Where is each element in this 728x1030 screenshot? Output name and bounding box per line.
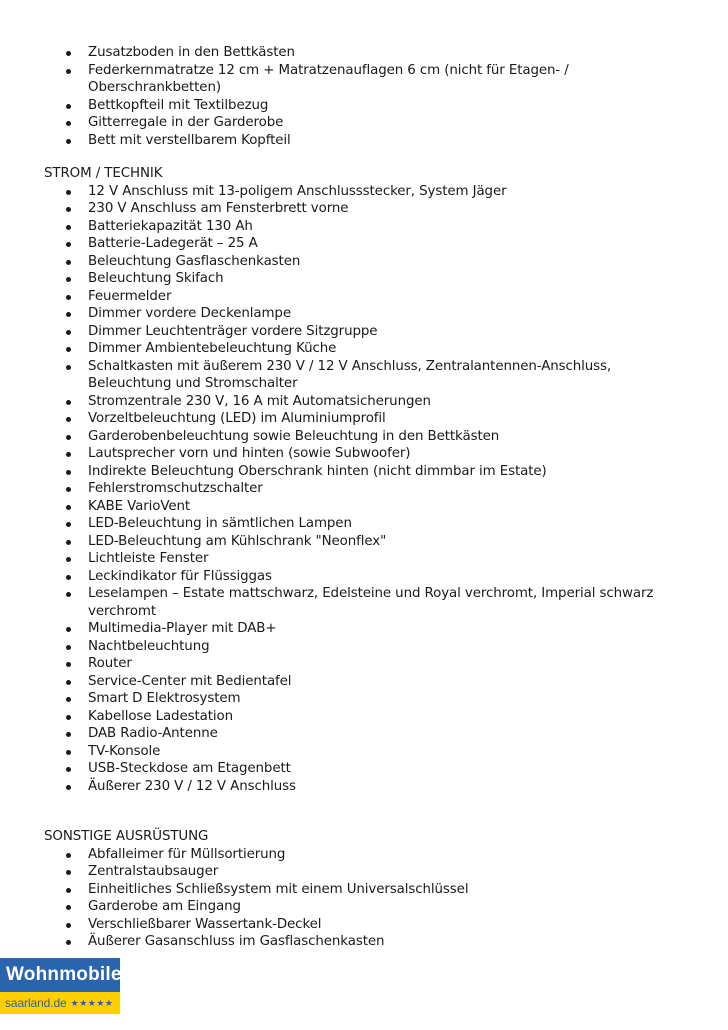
list-item: Schaltkasten mit äußerem 230 V / 12 V Anschluss, Zentralantennen-Anschluss, Beleuchtung und Stromschalter <box>44 358 684 393</box>
list-item: Fehlerstromschutzschalter <box>44 480 684 498</box>
list-item: Beleuchtung Gasflaschenkasten <box>44 253 684 271</box>
list-item: Äußerer Gasanschluss im Gasflaschenkasten <box>44 933 684 951</box>
section-heading-strom: STROM / TECHNIK <box>44 166 163 181</box>
star-rating-icon: ★★★★★ <box>70 998 114 1008</box>
list-sonstige <box>44 846 684 951</box>
document-body <box>44 44 684 951</box>
spacer <box>44 795 684 828</box>
list-item: Einheitliches Schließsystem mit einem Universalschlüssel <box>44 881 684 899</box>
list-item: Abfalleimer für Müllsortierung <box>44 846 684 864</box>
list-item: LED-Beleuchtung in sämtlichen Lampen <box>44 515 684 533</box>
list-item: Garderobenbeleuchtung sowie Beleuchtung in den Bettkästen <box>44 428 684 446</box>
list-item: TV-Konsole <box>44 743 684 761</box>
list-item: Kabellose Ladestation <box>44 708 684 726</box>
list-item: Stromzentrale 230 V, 16 A mit Automatsicherungen <box>44 393 684 411</box>
list-item: Dimmer vordere Deckenlampe <box>44 305 684 323</box>
logo-domain: saarland.de <box>5 996 67 1010</box>
list-item: 12 V Anschluss mit 13-poligem Anschlussstecker, System Jäger <box>44 183 684 201</box>
list-item: Dimmer Leuchtenträger vordere Sitzgruppe <box>44 323 684 341</box>
list-item: Lautsprecher vorn und hinten (sowie Subwoofer) <box>44 445 684 463</box>
section-heading-sonstige: SONSTIGE AUSRÜSTUNG <box>44 829 209 844</box>
list-item: Lichtleiste Fenster <box>44 550 684 568</box>
list-strom <box>44 183 684 796</box>
logo-title: Wohnmobile <box>0 958 120 992</box>
list-item: Multimedia-Player mit DAB+ <box>44 620 684 638</box>
list-item: Batterie-Ladegerät – 25 A <box>44 235 684 253</box>
list-top <box>44 44 684 149</box>
list-item: Dimmer Ambientebeleuchtung Küche <box>44 340 684 358</box>
list-item: 230 V Anschluss am Fensterbrett vorne <box>44 200 684 218</box>
list-item: LED-Beleuchtung am Kühlschrank "Neonflex" <box>44 533 684 551</box>
list-item: Verschließbarer Wassertank-Deckel <box>44 916 684 934</box>
spacer <box>44 149 684 165</box>
brand-logo[interactable] <box>0 958 120 1014</box>
list-item: Leckindikator für Flüssiggas <box>44 568 684 586</box>
list-item: Leselampen – Estate mattschwarz, Edelsteine und Royal verchromt, Imperial schwarz verchromt <box>44 585 684 620</box>
list-item: Vorzeltbeleuchtung (LED) im Aluminiumprofil <box>44 410 684 428</box>
list-item: Indirekte Beleuchtung Oberschrank hinten (nicht dimmbar im Estate) <box>44 463 684 481</box>
list-item: KABE VarioVent <box>44 498 684 516</box>
list-item: Zentralstaubsauger <box>44 863 684 881</box>
list-item: Bett mit verstellbarem Kopfteil <box>44 132 684 150</box>
list-item: Zusatzboden in den Bettkästen <box>44 44 684 62</box>
list-item: Federkernmatratze 12 cm + Matratzenauflagen 6 cm (nicht für Etagen- / Oberschrankbetten) <box>44 62 684 97</box>
list-item: USB-Steckdose am Etagenbett <box>44 760 684 778</box>
list-item: Router <box>44 655 684 673</box>
list-item: Service-Center mit Bedientafel <box>44 673 684 691</box>
list-item: Beleuchtung Skifach <box>44 270 684 288</box>
list-item: Batteriekapazität 130 Ah <box>44 218 684 236</box>
list-item: DAB Radio-Antenne <box>44 725 684 743</box>
logo-subtitle-bar <box>0 992 120 1014</box>
list-item: Äußerer 230 V / 12 V Anschluss <box>44 778 684 796</box>
list-item: Gitterregale in der Garderobe <box>44 114 684 132</box>
list-item: Nachtbeleuchtung <box>44 638 684 656</box>
list-item: Smart D Elektrosystem <box>44 690 684 708</box>
list-item: Garderobe am Eingang <box>44 898 684 916</box>
list-item: Bettkopfteil mit Textilbezug <box>44 97 684 115</box>
list-item: Feuermelder <box>44 288 684 306</box>
